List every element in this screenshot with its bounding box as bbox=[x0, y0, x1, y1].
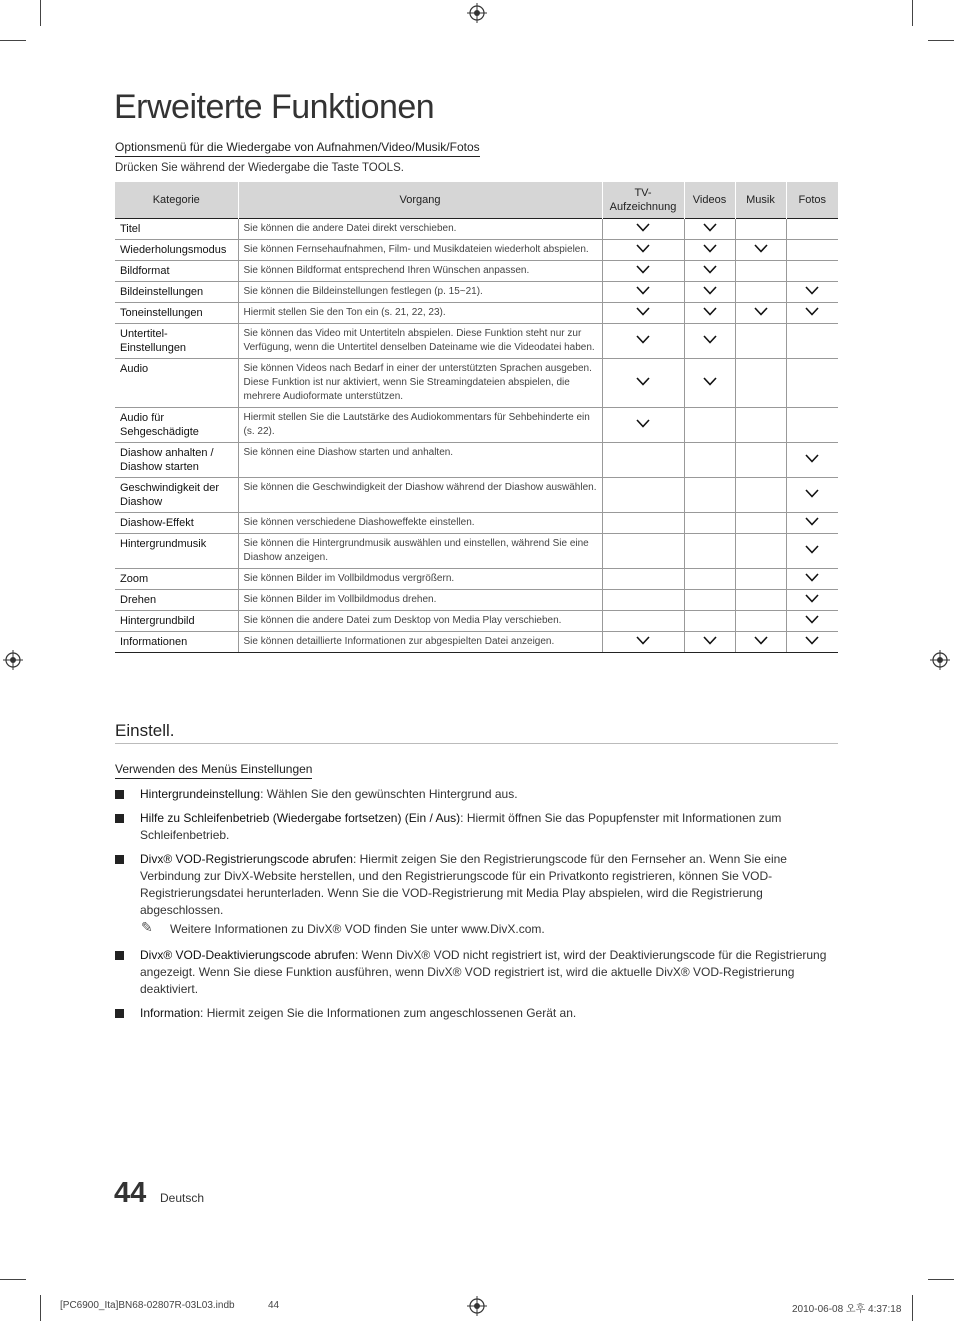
description-cell: Sie können detaillierte Informationen zur abgespielten Datei anzeigen. bbox=[238, 631, 602, 652]
category-cell: Hintergrundmusik bbox=[115, 533, 238, 568]
intro-text: Drücken Sie während der Wiedergabe die Taste TOOLS. bbox=[115, 162, 404, 174]
support-cell-video bbox=[684, 477, 735, 512]
table-row bbox=[115, 218, 838, 239]
support-cell-tv bbox=[602, 239, 684, 260]
support-cell-tv bbox=[602, 512, 684, 533]
checkmark-icon bbox=[636, 377, 650, 389]
registration-mark-icon bbox=[3, 650, 23, 670]
crop-mark bbox=[40, 1295, 41, 1321]
support-cell-video bbox=[684, 218, 735, 239]
description-cell: Sie können Bilder im Vollbildmodus drehen. bbox=[238, 589, 602, 610]
list-item bbox=[115, 1005, 840, 1022]
support-cell-music bbox=[735, 477, 786, 512]
column-header: TV-Aufzeichnung bbox=[602, 182, 684, 218]
support-cell-music bbox=[735, 218, 786, 239]
description-cell: Sie können die Geschwindigkeit der Diashow während der Diashow auswählen. bbox=[238, 477, 602, 512]
support-cell-photo bbox=[786, 477, 838, 512]
settings-list bbox=[115, 786, 840, 1029]
support-cell-music bbox=[735, 323, 786, 358]
checkmark-icon bbox=[636, 419, 650, 431]
checkmark-icon bbox=[703, 223, 717, 235]
checkmark-icon bbox=[805, 615, 819, 627]
category-cell: Diashow-Effekt bbox=[115, 512, 238, 533]
table-row bbox=[115, 589, 838, 610]
checkmark-icon bbox=[703, 265, 717, 277]
table-row bbox=[115, 323, 838, 358]
description-cell: Sie können verschiedene Diashoweffekte einstellen. bbox=[238, 512, 602, 533]
support-cell-tv bbox=[602, 533, 684, 568]
support-cell-photo bbox=[786, 589, 838, 610]
column-header: Kategorie bbox=[115, 182, 238, 218]
support-cell-tv bbox=[602, 568, 684, 589]
table-body bbox=[115, 218, 838, 652]
category-cell: Toneinstellungen bbox=[115, 302, 238, 323]
checkmark-icon bbox=[636, 307, 650, 319]
checkmark-icon bbox=[636, 335, 650, 347]
checkmark-icon bbox=[703, 244, 717, 256]
support-cell-music bbox=[735, 512, 786, 533]
support-cell-tv bbox=[602, 477, 684, 512]
support-cell-photo bbox=[786, 631, 838, 652]
category-cell: Bildformat bbox=[115, 260, 238, 281]
category-cell: Untertitel-Einstellungen bbox=[115, 323, 238, 358]
item-term: Divx® VOD-Deaktivierungscode abrufen bbox=[140, 948, 355, 962]
support-cell-photo bbox=[786, 218, 838, 239]
checkmark-icon bbox=[805, 594, 819, 606]
list-item bbox=[115, 851, 840, 919]
support-cell-photo bbox=[786, 358, 838, 407]
crop-mark bbox=[912, 0, 913, 26]
category-cell: Audio bbox=[115, 358, 238, 407]
support-cell-video bbox=[684, 358, 735, 407]
support-cell-video bbox=[684, 407, 735, 442]
table-row bbox=[115, 512, 838, 533]
support-cell-music bbox=[735, 358, 786, 407]
support-cell-photo bbox=[786, 302, 838, 323]
print-file-name: [PC6900_Ita]BN68-02807R-03L03.indb bbox=[60, 1300, 235, 1311]
list-item bbox=[115, 947, 840, 998]
support-cell-photo bbox=[786, 568, 838, 589]
section-title: Einstell. bbox=[115, 721, 175, 740]
support-cell-music bbox=[735, 442, 786, 477]
checkmark-icon bbox=[805, 573, 819, 585]
support-cell-video bbox=[684, 512, 735, 533]
checkmark-icon bbox=[805, 489, 819, 501]
page-number: 44 bbox=[114, 1177, 147, 1209]
support-cell-tv bbox=[602, 442, 684, 477]
description-cell: Sie können Bildformat entsprechend Ihren Wünschen anpassen. bbox=[238, 260, 602, 281]
table-row bbox=[115, 239, 838, 260]
description-cell: Sie können die Hintergrundmusik auswählen und einstellen, während Sie eine Diashow anzeigen. bbox=[238, 533, 602, 568]
pencil-note-icon: ✎ bbox=[141, 919, 153, 935]
bullet-square-icon bbox=[115, 790, 124, 799]
support-cell-music bbox=[735, 302, 786, 323]
column-header: Musik bbox=[735, 182, 786, 218]
checkmark-icon bbox=[805, 286, 819, 298]
checkmark-icon bbox=[636, 265, 650, 277]
item-text: : Hiermit zeigen Sie den Registrierungscode für den Fernseher an. Wenn Sie eine Verbindung zur DivX-Website herstellen, und den Registrierungscode für ein Privatkonto registrieren, können Sie VOD-Registrierungsdatei herunterladen. Wenn Sie die VOD-Registrierung mit Media Play abspielen, wird die Registrierung abgeschlossen. bbox=[140, 852, 787, 917]
description-cell: Sie können Videos nach Bedarf in einer der unterstützten Sprachen ausgeben. Diese Funktion ist nur aktiviert, wenn Sie Streamingdateien abspielen, die mehrere Audioformate unterstützen. bbox=[238, 358, 602, 407]
support-cell-tv bbox=[602, 260, 684, 281]
category-cell: Titel bbox=[115, 218, 238, 239]
table-section-heading: Optionsmenü für die Wiedergabe von Aufnahmen/Video/Musik/Fotos bbox=[115, 140, 480, 157]
bullet-square-icon bbox=[115, 1009, 124, 1018]
page-language: Deutsch bbox=[160, 1191, 205, 1205]
table-row bbox=[115, 281, 838, 302]
description-cell: Sie können die Bildeinstellungen festlegen (p. 15~21). bbox=[238, 281, 602, 302]
support-cell-video bbox=[684, 281, 735, 302]
support-cell-tv bbox=[602, 358, 684, 407]
category-cell: Audio für Sehgeschädigte bbox=[115, 407, 238, 442]
support-cell-tv bbox=[602, 323, 684, 358]
category-cell: Drehen bbox=[115, 589, 238, 610]
category-cell: Informationen bbox=[115, 631, 238, 652]
description-cell: Sie können das Video mit Untertiteln abspielen. Diese Funktion steht nur zur Verfügung, wenn die Untertitel denselben Dateiname wie die Videodatei haben. bbox=[238, 323, 602, 358]
table-header-row bbox=[115, 182, 838, 218]
category-cell: Geschwindigkeit der Diashow bbox=[115, 477, 238, 512]
category-cell: Zoom bbox=[115, 568, 238, 589]
item-text: : Hiermit öffnen Sie das Popupfenster mit Informationen zum Schleifenbetrieb. bbox=[140, 811, 782, 842]
crop-mark bbox=[0, 40, 26, 41]
checkmark-icon bbox=[636, 286, 650, 298]
support-cell-video bbox=[684, 533, 735, 568]
checkmark-icon bbox=[805, 517, 819, 529]
category-cell: Wiederholungsmodus bbox=[115, 239, 238, 260]
support-cell-photo bbox=[786, 533, 838, 568]
bullet-square-icon bbox=[115, 814, 124, 823]
support-cell-video bbox=[684, 302, 735, 323]
support-cell-tv bbox=[602, 218, 684, 239]
page-title: Erweiterte Funktionen bbox=[114, 88, 435, 126]
crop-mark bbox=[0, 1279, 26, 1280]
table-row bbox=[115, 442, 838, 477]
table-row bbox=[115, 477, 838, 512]
support-cell-video bbox=[684, 323, 735, 358]
support-cell-tv bbox=[602, 407, 684, 442]
table-row bbox=[115, 533, 838, 568]
note-text: Weitere Informationen zu DivX® VOD finden Sie unter www.DivX.com. bbox=[170, 922, 545, 936]
checkmark-icon bbox=[805, 545, 819, 557]
support-cell-photo bbox=[786, 407, 838, 442]
description-cell: Sie können Bilder im Vollbildmodus vergrößern. bbox=[238, 568, 602, 589]
column-header: Vorgang bbox=[238, 182, 602, 218]
crop-mark bbox=[40, 0, 41, 26]
checkmark-icon bbox=[636, 636, 650, 648]
checkmark-icon bbox=[805, 454, 819, 466]
section-subheading: Verwenden des Menüs Einstellungen bbox=[115, 762, 312, 779]
support-cell-music bbox=[735, 281, 786, 302]
checkmark-icon bbox=[636, 223, 650, 235]
support-cell-music bbox=[735, 407, 786, 442]
note bbox=[115, 921, 840, 938]
description-cell: Hiermit stellen Sie die Lautstärke des Audiokommentars für Sehbehinderte ein (s. 22). bbox=[238, 407, 602, 442]
checkmark-icon bbox=[805, 307, 819, 319]
support-cell-photo bbox=[786, 610, 838, 631]
table-row bbox=[115, 407, 838, 442]
bullet-square-icon bbox=[115, 855, 124, 864]
table-row bbox=[115, 631, 838, 652]
support-cell-photo bbox=[786, 239, 838, 260]
checkmark-icon bbox=[636, 244, 650, 256]
column-header: Fotos bbox=[786, 182, 838, 218]
support-cell-video bbox=[684, 239, 735, 260]
print-file-page: 44 bbox=[268, 1300, 280, 1311]
table-row bbox=[115, 302, 838, 323]
checkmark-icon bbox=[805, 636, 819, 648]
checkmark-icon bbox=[703, 307, 717, 319]
category-cell: Bildeinstellungen bbox=[115, 281, 238, 302]
category-cell: Hintergrundbild bbox=[115, 610, 238, 631]
description-cell: Sie können Fernsehaufnahmen, Film- und Musikdateien wiederholt abspielen. bbox=[238, 239, 602, 260]
support-cell-music bbox=[735, 631, 786, 652]
table-row bbox=[115, 568, 838, 589]
print-datetime: 2010-06-08 오후 4:37:18 bbox=[792, 1304, 902, 1315]
description-cell: Sie können die andere Datei zum Desktop von Media Play verschieben. bbox=[238, 610, 602, 631]
support-cell-video bbox=[684, 589, 735, 610]
support-cell-video bbox=[684, 260, 735, 281]
crop-mark bbox=[912, 1295, 913, 1321]
registration-mark-icon bbox=[467, 3, 487, 23]
table-row bbox=[115, 260, 838, 281]
registration-mark-icon bbox=[930, 650, 950, 670]
table-row bbox=[115, 610, 838, 631]
list-item bbox=[115, 810, 840, 844]
checkmark-icon bbox=[754, 307, 768, 319]
support-cell-photo bbox=[786, 260, 838, 281]
checkmark-icon bbox=[754, 244, 768, 256]
bullet-square-icon bbox=[115, 951, 124, 960]
item-term: Information bbox=[140, 1006, 201, 1020]
support-cell-tv bbox=[602, 281, 684, 302]
support-cell-music bbox=[735, 239, 786, 260]
support-cell-tv bbox=[602, 610, 684, 631]
options-table bbox=[115, 182, 838, 653]
support-cell-tv bbox=[602, 631, 684, 652]
item-term: Hilfe zu Schleifenbetrieb (Wiedergabe fortsetzen) (Ein / Aus) bbox=[140, 811, 461, 825]
support-cell-video bbox=[684, 442, 735, 477]
support-cell-video bbox=[684, 568, 735, 589]
category-cell: Diashow anhalten / Diashow starten bbox=[115, 442, 238, 477]
checkmark-icon bbox=[703, 377, 717, 389]
section-divider bbox=[115, 743, 838, 744]
checkmark-icon bbox=[703, 335, 717, 347]
support-cell-photo bbox=[786, 281, 838, 302]
support-cell-music bbox=[735, 589, 786, 610]
crop-mark bbox=[928, 40, 954, 41]
checkmark-icon bbox=[754, 636, 768, 648]
support-cell-music bbox=[735, 610, 786, 631]
crop-mark bbox=[928, 1279, 954, 1280]
support-cell-music bbox=[735, 260, 786, 281]
registration-mark-icon bbox=[467, 1296, 487, 1316]
support-cell-photo bbox=[786, 512, 838, 533]
support-cell-tv bbox=[602, 589, 684, 610]
support-cell-music bbox=[735, 568, 786, 589]
item-text: : Wählen Sie den gewünschten Hintergrund aus. bbox=[260, 787, 518, 801]
checkmark-icon bbox=[703, 636, 717, 648]
checkmark-icon bbox=[703, 286, 717, 298]
support-cell-music bbox=[735, 533, 786, 568]
table-row bbox=[115, 358, 838, 407]
item-text: : Hiermit zeigen Sie die Informationen zum angeschlossenen Gerät an. bbox=[200, 1006, 577, 1020]
item-text: : Wenn DivX® VOD nicht registriert ist, wird der Deaktivierungscode für die Registrierung angezeigt. Wenn Sie diese Funktion ausführen, wenn DivX® VOD registriert ist, wird die aktuelle DivX® VOD-Registrierung deaktiviert. bbox=[140, 948, 827, 996]
description-cell: Hiermit stellen Sie den Ton ein (s. 21, 22, 23). bbox=[238, 302, 602, 323]
support-cell-photo bbox=[786, 323, 838, 358]
support-cell-video bbox=[684, 631, 735, 652]
list-item bbox=[115, 786, 840, 803]
support-cell-photo bbox=[786, 442, 838, 477]
item-term: Hintergrundeinstellung bbox=[140, 787, 261, 801]
description-cell: Sie können eine Diashow starten und anhalten. bbox=[238, 442, 602, 477]
item-term: Divx® VOD-Registrierungscode abrufen bbox=[140, 852, 353, 866]
support-cell-tv bbox=[602, 302, 684, 323]
column-header: Videos bbox=[684, 182, 735, 218]
description-cell: Sie können die andere Datei direkt verschieben. bbox=[238, 218, 602, 239]
support-cell-video bbox=[684, 610, 735, 631]
